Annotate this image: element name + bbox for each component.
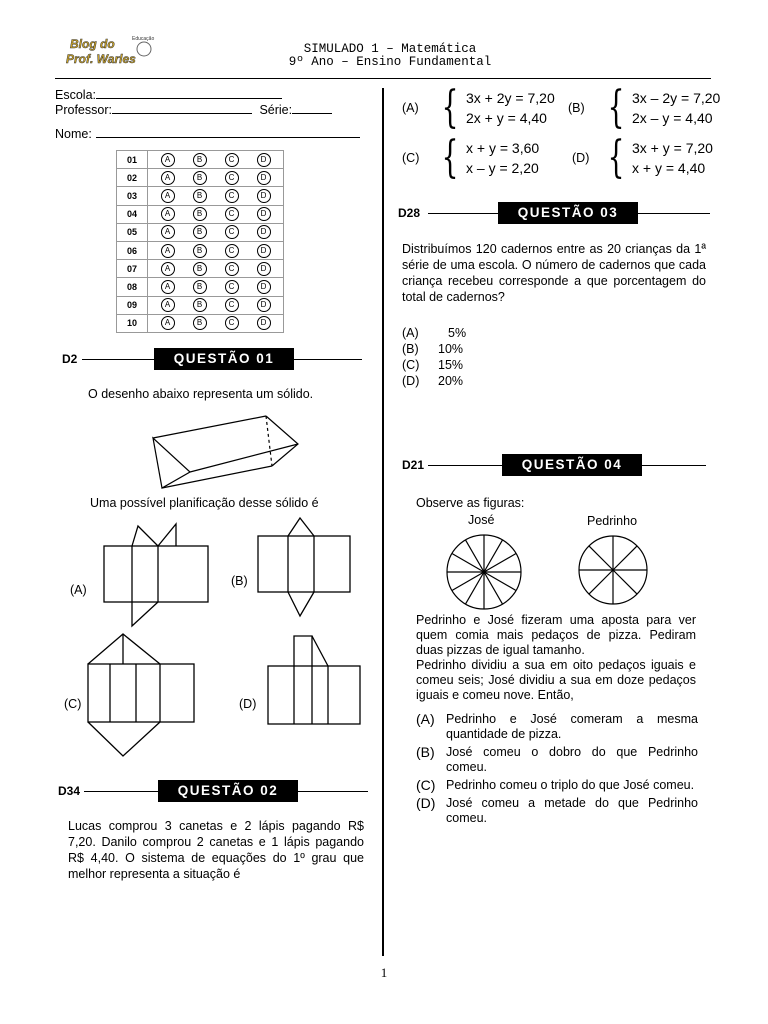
answer-row-number: 06 bbox=[117, 241, 148, 259]
q4-option-d-label: (D) bbox=[416, 795, 436, 811]
pizza-slice-line bbox=[613, 570, 637, 594]
answer-bubble[interactable]: D bbox=[257, 298, 271, 312]
q2-option-c[interactable]: (C) { x + y = 3,60 x – y = 2,20 bbox=[402, 132, 540, 183]
q1-code: D2 bbox=[62, 352, 78, 366]
q2-option-a-eq1: 3x + 2y = 7,20 bbox=[466, 90, 555, 106]
answer-row-options bbox=[148, 151, 284, 169]
answer-bubble[interactable]: B bbox=[193, 189, 207, 203]
q3-option-a[interactable] bbox=[402, 325, 466, 341]
q2-option-a-eq2: 2x + y = 4,40 bbox=[466, 110, 547, 126]
net-d-figure bbox=[266, 632, 362, 728]
q2-option-b-label: (B) bbox=[568, 101, 585, 115]
answer-bubble[interactable]: C bbox=[225, 189, 239, 203]
header-divider bbox=[55, 78, 711, 79]
q4-name-jose: José bbox=[468, 513, 495, 527]
q4-text1: Pedrinho e José fizeram uma aposta para ver quem comia mais pedaços de pizza. Pediram duas pizzas de igual tamanho. bbox=[416, 613, 696, 657]
q4-option-c-label: (C) bbox=[416, 777, 436, 793]
q1-text2: Uma possível planificação desse sólido é bbox=[90, 496, 319, 510]
q4-option-c[interactable] bbox=[416, 778, 698, 793]
q4-option-a[interactable] bbox=[416, 712, 698, 742]
q4-option-c-text: Pedrinho comeu o triplo do que José comeu. bbox=[446, 778, 695, 792]
answer-row bbox=[117, 241, 284, 259]
page-title: SIMULADO 1 – Matemática bbox=[303, 42, 477, 56]
answer-row-number: 03 bbox=[117, 187, 148, 205]
answer-bubble[interactable]: D bbox=[257, 244, 271, 258]
pizza-slice-line bbox=[589, 570, 613, 594]
page-number: 1 bbox=[380, 965, 388, 980]
answer-row bbox=[117, 169, 284, 187]
answer-row-options bbox=[148, 278, 284, 296]
answer-bubble[interactable]: A bbox=[161, 189, 175, 203]
q4-option-a-text: Pedrinho e José comeram a mesma quantidade de pizza. bbox=[446, 712, 698, 741]
answer-bubble[interactable]: D bbox=[257, 316, 271, 330]
answer-bubble[interactable]: C bbox=[225, 207, 239, 221]
net-c-figure bbox=[86, 632, 198, 760]
q2-option-d-eq2: x + y = 4,40 bbox=[632, 160, 706, 176]
q4-title: QUESTÃO 04 bbox=[502, 454, 642, 476]
q4-option-d-text: José comeu a metade do que Pedrinho comeu. bbox=[446, 796, 698, 825]
answer-row-options bbox=[148, 314, 284, 332]
q2-code: D34 bbox=[58, 784, 81, 798]
q3-options bbox=[402, 325, 466, 389]
answer-row bbox=[117, 278, 284, 296]
answer-row-options bbox=[148, 241, 284, 259]
q1-header bbox=[62, 348, 366, 370]
answer-bubble[interactable]: A bbox=[161, 316, 175, 330]
answer-bubble[interactable]: B bbox=[193, 280, 207, 294]
answer-bubble[interactable]: A bbox=[161, 153, 175, 167]
q2-option-a-label: (A) bbox=[402, 101, 419, 115]
answer-row-number: 08 bbox=[117, 278, 148, 296]
answer-row-number: 09 bbox=[117, 296, 148, 314]
column-divider bbox=[382, 88, 384, 956]
answer-row bbox=[117, 260, 284, 278]
answer-bubble[interactable]: A bbox=[161, 262, 175, 276]
q3-option-d-text: 20% bbox=[438, 374, 464, 388]
name-field[interactable] bbox=[55, 126, 360, 141]
answer-row bbox=[117, 187, 284, 205]
net-b-label: (B) bbox=[231, 574, 248, 588]
q2-text: Lucas comprou 3 canetas e 2 lápis pagando R$ 7,20. Danilo comprou 2 canetas e 1 lápis pagando R$ 4,40. O sistema de equações do 1º grau que melhor representa a situação é bbox=[68, 819, 364, 881]
pizza-jose-12-slices bbox=[440, 532, 530, 612]
answer-bubble[interactable]: A bbox=[161, 244, 175, 258]
answer-row-number: 10 bbox=[117, 314, 148, 332]
answer-row-number: 07 bbox=[117, 260, 148, 278]
q4-option-b-label: (B) bbox=[416, 744, 435, 760]
answer-bubble[interactable]: A bbox=[161, 225, 175, 239]
answer-row-options bbox=[148, 260, 284, 278]
answer-bubble[interactable]: D bbox=[257, 262, 271, 276]
q3-option-b[interactable] bbox=[402, 341, 466, 357]
logo-line1: Blog do bbox=[70, 37, 115, 51]
q1-text: O desenho abaixo representa um sólido. bbox=[88, 387, 314, 401]
q2-option-b-eq1: 3x – 2y = 7,20 bbox=[632, 90, 721, 106]
q3-title: QUESTÃO 03 bbox=[498, 202, 638, 224]
q4-options bbox=[416, 712, 698, 826]
net-a-label: (A) bbox=[70, 583, 87, 597]
net-d-label: (D) bbox=[239, 697, 257, 711]
q1-title: QUESTÃO 01 bbox=[154, 348, 294, 370]
q3-text: Distribuímos 120 cadernos entre as 20 crianças da 1ª série de uma escola. O número de cadernos que cada criança recebeu corresponde a que porcentagem do total de cadernos? bbox=[402, 242, 706, 304]
q3-header bbox=[398, 202, 712, 224]
q2-title: QUESTÃO 02 bbox=[158, 780, 298, 802]
grade-label: Série: bbox=[259, 103, 293, 117]
q4-option-d[interactable] bbox=[416, 796, 698, 826]
answer-bubble[interactable]: B bbox=[193, 298, 207, 312]
school-label: Escola: bbox=[55, 88, 96, 102]
answer-bubble[interactable]: D bbox=[257, 207, 271, 221]
q2-option-b-eq2: 2x – y = 4,40 bbox=[632, 110, 713, 126]
answer-bubble[interactable]: A bbox=[161, 207, 175, 221]
q2-option-a[interactable]: (A) { 3x + 2y = 7,20 2x + y = 4,40 bbox=[402, 82, 555, 133]
school-field[interactable] bbox=[55, 87, 282, 102]
answer-sheet bbox=[116, 150, 284, 333]
pizza-slice-line bbox=[613, 546, 637, 570]
q4-intro: Observe as figuras: bbox=[416, 496, 525, 510]
answer-bubble[interactable]: D bbox=[257, 225, 271, 239]
answer-row-options bbox=[148, 187, 284, 205]
answer-bubble[interactable]: D bbox=[257, 153, 271, 167]
logo-line2: Prof. Warles bbox=[66, 52, 136, 66]
teacher-field[interactable] bbox=[55, 102, 332, 117]
q2-option-d[interactable]: (D) { 3x + y = 7,20 x + y = 4,40 bbox=[572, 132, 713, 183]
answer-row bbox=[117, 205, 284, 223]
answer-bubble[interactable]: D bbox=[257, 171, 271, 185]
answer-bubble[interactable]: C bbox=[225, 280, 239, 294]
q3-option-b-label: (B) bbox=[402, 342, 419, 356]
answer-bubble[interactable]: C bbox=[225, 225, 239, 239]
answer-row-options bbox=[148, 223, 284, 241]
q3-option-d-label: (D) bbox=[402, 374, 420, 388]
pizza-pedrinho-8-slices bbox=[574, 532, 654, 608]
answer-bubble[interactable]: C bbox=[225, 153, 239, 167]
answer-bubble[interactable]: B bbox=[193, 207, 207, 221]
q4-option-a-label: (A) bbox=[416, 711, 435, 727]
q3-option-c-text: 15% bbox=[438, 358, 464, 372]
q2-option-b[interactable]: (B) { 3x – 2y = 7,20 2x – y = 4,40 bbox=[568, 82, 721, 133]
answer-row bbox=[117, 151, 284, 169]
answer-bubble[interactable]: C bbox=[225, 244, 239, 258]
q2-option-d-label: (D) bbox=[572, 151, 590, 165]
q4-option-b[interactable] bbox=[416, 745, 698, 775]
answer-bubble[interactable]: D bbox=[257, 189, 271, 203]
answer-bubble[interactable]: A bbox=[161, 280, 175, 294]
answer-bubble[interactable]: C bbox=[225, 298, 239, 312]
answer-row-options bbox=[148, 205, 284, 223]
net-b-figure bbox=[254, 516, 354, 634]
q2-option-c-label: (C) bbox=[402, 151, 420, 165]
answer-bubble[interactable]: D bbox=[257, 280, 271, 294]
net-a-figure bbox=[100, 516, 212, 636]
answer-row-number: 04 bbox=[117, 205, 148, 223]
q2-header bbox=[58, 780, 370, 802]
answer-row bbox=[117, 314, 284, 332]
answer-bubble[interactable]: A bbox=[161, 171, 175, 185]
q2-option-c-eq1: x + y = 3,60 bbox=[466, 140, 540, 156]
answer-row-number: 01 bbox=[117, 151, 148, 169]
q2-option-c-eq2: x – y = 2,20 bbox=[466, 160, 539, 176]
answer-bubble[interactable]: B bbox=[193, 153, 207, 167]
answer-bubble[interactable]: C bbox=[225, 316, 239, 330]
q4-name-pedrinho: Pedrinho bbox=[587, 514, 638, 528]
blog-logo bbox=[66, 34, 158, 68]
answer-bubble[interactable]: B bbox=[193, 225, 207, 239]
q3-option-a-label: (A) bbox=[402, 326, 419, 340]
answer-bubble[interactable]: A bbox=[161, 298, 175, 312]
answer-bubble[interactable]: C bbox=[225, 262, 239, 276]
q4-text2: Pedrinho dividiu a sua em oito pedaços iguais e comeu seis; José dividiu a sua em doze pedaços iguais e comeu nove. Então, bbox=[416, 658, 696, 702]
q3-option-a-text: 5% bbox=[448, 326, 467, 340]
q4-header bbox=[402, 454, 708, 476]
prism-solid-figure bbox=[150, 408, 300, 496]
logo-arc-text: Educação bbox=[132, 36, 155, 42]
teacher-label: Professor: bbox=[55, 103, 112, 117]
answer-row bbox=[117, 296, 284, 314]
net-c-label: (C) bbox=[64, 697, 82, 711]
page-subtitle: 9º Ano – Ensino Fundamental bbox=[288, 55, 492, 69]
q3-option-c-label: (C) bbox=[402, 358, 420, 372]
answer-bubble[interactable]: B bbox=[193, 316, 207, 330]
q2-option-d-eq1: 3x + y = 7,20 bbox=[632, 140, 713, 156]
answer-row-number: 05 bbox=[117, 223, 148, 241]
q3-code: D28 bbox=[398, 206, 421, 220]
answer-bubble[interactable]: C bbox=[225, 171, 239, 185]
q4-option-b-text: José comeu o dobro do que Pedrinho comeu. bbox=[446, 745, 698, 774]
q3-option-c[interactable] bbox=[402, 357, 466, 373]
answer-bubble[interactable]: B bbox=[193, 244, 207, 258]
q3-option-b-text: 10% bbox=[438, 342, 464, 356]
answer-bubble[interactable]: B bbox=[193, 171, 207, 185]
answer-row-options bbox=[148, 296, 284, 314]
answer-row-number: 02 bbox=[117, 169, 148, 187]
pizza-slice-line bbox=[589, 546, 613, 570]
q4-code: D21 bbox=[402, 458, 425, 472]
name-label: Nome: bbox=[55, 127, 92, 141]
answer-bubble[interactable]: B bbox=[193, 262, 207, 276]
answer-row bbox=[117, 223, 284, 241]
q3-option-d[interactable] bbox=[402, 373, 466, 389]
answer-row-options bbox=[148, 169, 284, 187]
